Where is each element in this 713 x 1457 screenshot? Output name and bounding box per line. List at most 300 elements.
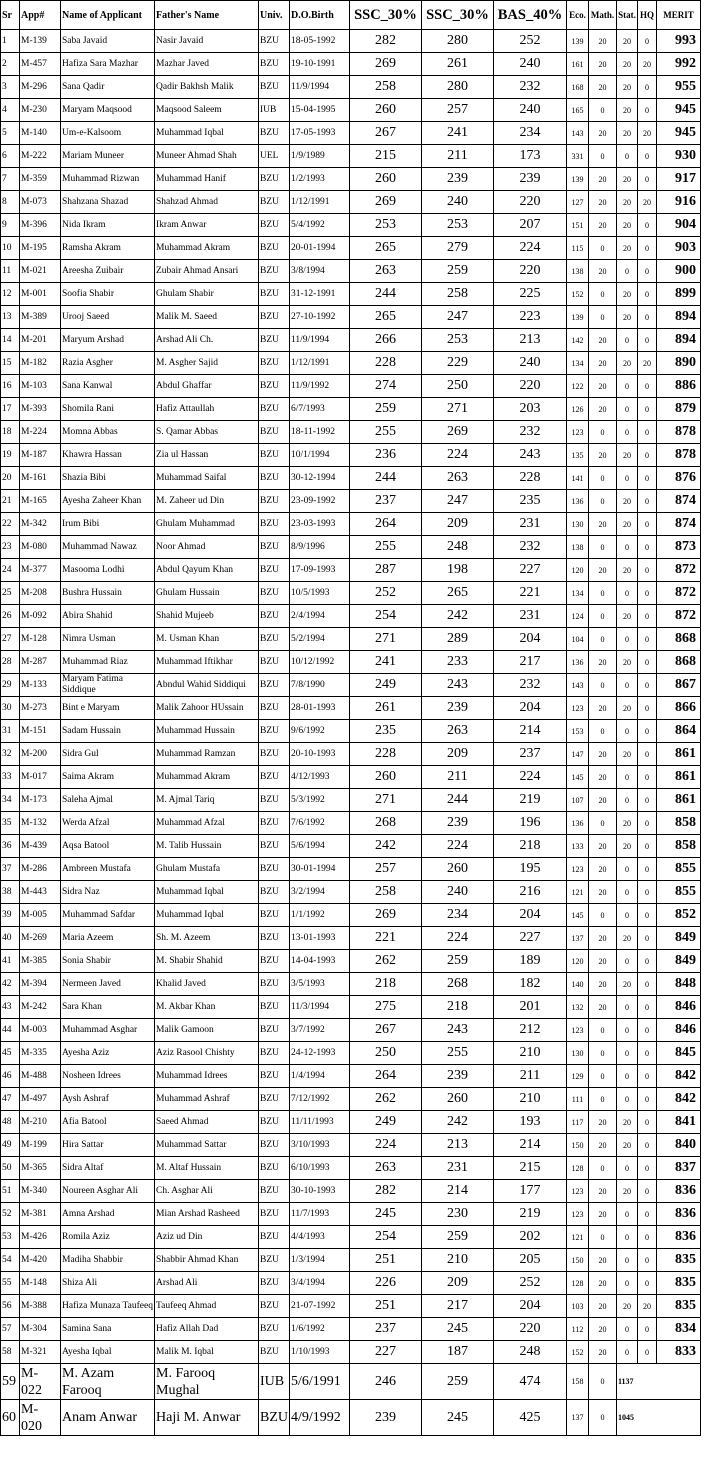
cell-merit: 874 (657, 513, 701, 536)
cell-bas: 189 (494, 950, 567, 973)
table-row (1, 53, 701, 76)
cell-merit: 846 (657, 996, 701, 1019)
cell-eco: 145 (567, 904, 589, 927)
cell-bas: 225 (494, 283, 567, 306)
cell-sr: 36 (1, 835, 20, 858)
cell-ssc1: 251 (350, 1249, 422, 1272)
cell-stat: 0 (617, 858, 638, 881)
cell-eco: 150 (567, 1249, 589, 1272)
cell-eco: 103 (567, 1295, 589, 1318)
cell-ssc2: 260 (422, 858, 494, 881)
cell-eco: 128 (567, 1272, 589, 1295)
cell-applicant-name: Masooma Lodhi (61, 559, 155, 582)
cell-merit: 867 (657, 674, 701, 697)
cell-bas: 214 (494, 1134, 567, 1157)
cell-merit: 858 (657, 812, 701, 835)
cell-sr: 49 (1, 1134, 20, 1157)
cell-sr: 11 (1, 260, 20, 283)
cell-sr: 14 (1, 329, 20, 352)
cell-dob: 6/10/1993 (290, 1157, 350, 1180)
cell-ssc1: 259 (350, 398, 422, 421)
cell-father-name: Muhammad Akram (155, 237, 259, 260)
cell-ssc1: 249 (350, 674, 422, 697)
cell-ssc2: 209 (422, 743, 494, 766)
cell-eco: 132 (567, 996, 589, 1019)
cell-hq: 0 (638, 858, 657, 881)
cell-sr: 51 (1, 1180, 20, 1203)
cell-stat: 0 (617, 145, 638, 168)
cell-father-name: Hafiz Allah Dad (155, 1318, 259, 1341)
cell-ssc2: 210 (422, 1249, 494, 1272)
cell-applicant-name: Maria Azeem (61, 927, 155, 950)
cell-ssc1: 218 (350, 973, 422, 996)
cell-univ: BZU (259, 904, 290, 927)
cell-hq: 0 (638, 1226, 657, 1249)
cell-univ: BZU (259, 1088, 290, 1111)
cell-univ: BZU (259, 858, 290, 881)
cell-sr: 22 (1, 513, 20, 536)
cell-eco: 134 (567, 582, 589, 605)
cell-eco: 112 (567, 1318, 589, 1341)
cell-app-no: M-224 (20, 421, 61, 444)
cell-dob: 5/2/1994 (290, 628, 350, 651)
cell-app-no: M-230 (20, 99, 61, 122)
col-eco-header: Eco. (567, 1, 589, 30)
cell-app-no: M-187 (20, 444, 61, 467)
table-row (1, 743, 701, 766)
cell-bas: 173 (494, 145, 567, 168)
cell-hq: 0 (638, 1111, 657, 1134)
cell-eco: 158 (567, 1364, 589, 1400)
cell-eco: 138 (567, 536, 589, 559)
cell-ssc2: 244 (422, 789, 494, 812)
cell-sr: 56 (1, 1295, 20, 1318)
cell-stat: 0 (617, 996, 638, 1019)
cell-app-no: M-210 (20, 1111, 61, 1134)
cell-ssc1: 262 (350, 1088, 422, 1111)
cell-eco: 130 (567, 513, 589, 536)
cell-univ: IUB (259, 1364, 290, 1400)
cell-univ: BZU (259, 927, 290, 950)
cell-univ: BZU (259, 398, 290, 421)
cell-bas: 219 (494, 789, 567, 812)
cell-dob: 31-12-1991 (290, 283, 350, 306)
cell-hq: 0 (638, 1318, 657, 1341)
cell-hq: 0 (638, 559, 657, 582)
cell-math: 20 (589, 1249, 617, 1272)
cell-hq: 0 (638, 605, 657, 628)
cell-father-name: Shabbir Ahmad Khan (155, 1249, 259, 1272)
cell-app-no: M-396 (20, 214, 61, 237)
cell-hq: 0 (638, 904, 657, 927)
cell-merit: 835 (657, 1249, 701, 1272)
cell-ssc1: 237 (350, 490, 422, 513)
cell-hq: 0 (638, 1019, 657, 1042)
cell-bas: 231 (494, 605, 567, 628)
cell-univ: BZU (259, 76, 290, 99)
cell-math: 0 (589, 467, 617, 490)
cell-stat: 20 (617, 306, 638, 329)
cell-hq: 0 (638, 1272, 657, 1295)
cell-merit: 861 (657, 766, 701, 789)
cell-ssc2: 260 (422, 1088, 494, 1111)
cell-univ: BZU (259, 973, 290, 996)
cell-univ: BZU (259, 605, 290, 628)
cell-father-name: Aziz ud Din (155, 1226, 259, 1249)
cell-eco: 152 (567, 283, 589, 306)
cell-merit: 872 (657, 582, 701, 605)
cell-app-no: M-457 (20, 53, 61, 76)
cell-math: 0 (589, 812, 617, 835)
cell-stat: 0 (617, 674, 638, 697)
cell-applicant-name: Ayesha Zaheer Khan (61, 490, 155, 513)
cell-applicant-name: Aysh Ashraf (61, 1088, 155, 1111)
cell-merit: 836 (657, 1203, 701, 1226)
cell-eco: 120 (567, 950, 589, 973)
cell-sr: 43 (1, 996, 20, 1019)
cell-dob: 1/3/1994 (290, 1249, 350, 1272)
cell-father-name: Muhammad Hussain (155, 720, 259, 743)
cell-hq: 0 (638, 76, 657, 99)
table-row (1, 1065, 701, 1088)
cell-sr: 16 (1, 375, 20, 398)
cell-merit: 858 (657, 835, 701, 858)
cell-applicant-name: Maryam Maqsood (61, 99, 155, 122)
cell-bas: 232 (494, 674, 567, 697)
cell-hq: 0 (638, 996, 657, 1019)
cell-ssc1: 244 (350, 283, 422, 306)
cell-father-name: Abndul Wahid Siddiqui (155, 674, 259, 697)
cell-ssc2: 268 (422, 973, 494, 996)
cell-hq: 0 (638, 927, 657, 950)
cell-math: 20 (589, 513, 617, 536)
cell-stat: 20 (617, 605, 638, 628)
cell-sr: 44 (1, 1019, 20, 1042)
cell-merit: 878 (657, 421, 701, 444)
cell-applicant-name: Shomila Rani (61, 398, 155, 421)
cell-ssc1: 274 (350, 375, 422, 398)
cell-applicant-name: Shazia Bibi (61, 467, 155, 490)
cell-dob: 3/4/1994 (290, 1272, 350, 1295)
cell-father-name: Saeed Ahmad (155, 1111, 259, 1134)
cell-math: 20 (589, 881, 617, 904)
cell-app-no: M-304 (20, 1318, 61, 1341)
cell-ssc2: 234 (422, 904, 494, 927)
table-row (1, 490, 701, 513)
cell-stat: 20 (617, 559, 638, 582)
table-row (1, 329, 701, 352)
cell-math: 0 (589, 1088, 617, 1111)
table-row (1, 237, 701, 260)
cell-math: 20 (589, 789, 617, 812)
cell-dob: 10/12/1992 (290, 651, 350, 674)
table-row (1, 858, 701, 881)
cell-merit: 890 (657, 352, 701, 375)
cell-math: 20 (589, 973, 617, 996)
cell-father-name: Malik M. Saeed (155, 306, 259, 329)
cell-sr: 33 (1, 766, 20, 789)
cell-total: 1137 (617, 1364, 701, 1400)
cell-sr: 60 (1, 1400, 20, 1436)
cell-father-name: Muhammad Hanif (155, 168, 259, 191)
cell-applicant-name: Amna Arshad (61, 1203, 155, 1226)
cell-father-name: Nasir Javaid (155, 30, 259, 53)
cell-merit: 879 (657, 398, 701, 421)
cell-eco: 136 (567, 812, 589, 835)
cell-hq: 0 (638, 513, 657, 536)
table-row (1, 421, 701, 444)
cell-stat: 0 (617, 536, 638, 559)
cell-ssc2: 243 (422, 674, 494, 697)
cell-stat: 20 (617, 283, 638, 306)
cell-father-name: Noor Ahmad (155, 536, 259, 559)
cell-merit: 992 (657, 53, 701, 76)
cell-sr: 25 (1, 582, 20, 605)
cell-hq: 0 (638, 720, 657, 743)
cell-hq: 0 (638, 467, 657, 490)
cell-dob: 10/5/1993 (290, 582, 350, 605)
cell-app-no: M-296 (20, 76, 61, 99)
table-row (1, 582, 701, 605)
table-row (1, 122, 701, 145)
cell-sr: 50 (1, 1157, 20, 1180)
cell-bas: 240 (494, 99, 567, 122)
cell-ssc2: 248 (422, 536, 494, 559)
col-sr-header: Sr (1, 1, 20, 30)
cell-hq: 0 (638, 398, 657, 421)
cell-father-name: Shahid Mujeeb (155, 605, 259, 628)
cell-applicant-name: Sana Kanwal (61, 375, 155, 398)
cell-stat: 0 (617, 1249, 638, 1272)
cell-math: 20 (589, 191, 617, 214)
cell-app-no: M-439 (20, 835, 61, 858)
table-row (1, 168, 701, 191)
cell-bas: 228 (494, 467, 567, 490)
cell-ssc2: 240 (422, 881, 494, 904)
cell-bas: 224 (494, 237, 567, 260)
cell-eco: 104 (567, 628, 589, 651)
cell-univ: BZU (259, 1111, 290, 1134)
cell-eco: 122 (567, 375, 589, 398)
cell-father-name: Muhammad Iqbal (155, 881, 259, 904)
cell-app-no: M-420 (20, 1249, 61, 1272)
table-row (1, 674, 701, 697)
cell-stat: 0 (617, 1203, 638, 1226)
cell-ssc2: 224 (422, 927, 494, 950)
cell-hq: 0 (638, 329, 657, 352)
cell-math: 0 (589, 605, 617, 628)
cell-stat: 20 (617, 1111, 638, 1134)
cell-stat: 20 (617, 1295, 638, 1318)
cell-app-no: M-269 (20, 927, 61, 950)
cell-father-name: Ghulam Muhammad (155, 513, 259, 536)
cell-bas: 232 (494, 536, 567, 559)
cell-ssc2: 230 (422, 1203, 494, 1226)
table-row (1, 76, 701, 99)
cell-eco: 123 (567, 858, 589, 881)
cell-univ: BZU (259, 237, 290, 260)
table-row (1, 605, 701, 628)
cell-bas: 220 (494, 375, 567, 398)
cell-applicant-name: Ramsha Akram (61, 237, 155, 260)
cell-ssc2: 198 (422, 559, 494, 582)
cell-applicant-name: Sidra Altaf (61, 1157, 155, 1180)
cell-ssc1: 246 (350, 1364, 422, 1400)
cell-merit: 855 (657, 858, 701, 881)
cell-app-no: M-321 (20, 1341, 61, 1364)
cell-hq: 0 (638, 651, 657, 674)
table-row (1, 1272, 701, 1295)
cell-app-no: M-426 (20, 1226, 61, 1249)
cell-stat: 20 (617, 513, 638, 536)
cell-sr: 37 (1, 858, 20, 881)
cell-dob: 24-12-1993 (290, 1042, 350, 1065)
cell-ssc2: 263 (422, 720, 494, 743)
cell-dob: 3/10/1993 (290, 1134, 350, 1157)
cell-ssc2: 239 (422, 812, 494, 835)
cell-app-no: M-003 (20, 1019, 61, 1042)
cell-stat: 20 (617, 697, 638, 720)
cell-univ: BZU (259, 1134, 290, 1157)
cell-eco: 121 (567, 1226, 589, 1249)
cell-bas: 248 (494, 1341, 567, 1364)
cell-father-name: Qadir Bakhsh Malik (155, 76, 259, 99)
cell-dob: 11/11/1993 (290, 1111, 350, 1134)
cell-ssc1: 228 (350, 352, 422, 375)
cell-merit: 872 (657, 559, 701, 582)
cell-bas: 221 (494, 582, 567, 605)
cell-bas: 201 (494, 996, 567, 1019)
cell-univ: BZU (259, 168, 290, 191)
cell-ssc1: 258 (350, 76, 422, 99)
cell-sr: 48 (1, 1111, 20, 1134)
cell-hq: 0 (638, 145, 657, 168)
cell-father-name: S. Qamar Abbas (155, 421, 259, 444)
table-row (1, 513, 701, 536)
cell-total: 1045 (617, 1400, 701, 1436)
cell-eco: 133 (567, 835, 589, 858)
cell-dob: 1/9/1989 (290, 145, 350, 168)
cell-ssc1: 271 (350, 789, 422, 812)
cell-hq: 0 (638, 490, 657, 513)
cell-ssc1: 275 (350, 996, 422, 1019)
cell-merit: 899 (657, 283, 701, 306)
cell-app-no: M-017 (20, 766, 61, 789)
cell-hq: 20 (638, 352, 657, 375)
cell-applicant-name: Muhammad Riaz (61, 651, 155, 674)
cell-merit: 894 (657, 306, 701, 329)
cell-applicant-name: Shiza Ali (61, 1272, 155, 1295)
cell-father-name: Malik Zahoor HUssain (155, 697, 259, 720)
cell-applicant-name: Muhammad Nawaz (61, 536, 155, 559)
cell-father-name: Zia ul Hassan (155, 444, 259, 467)
cell-father-name: Mazhar Javed (155, 53, 259, 76)
cell-bas: 220 (494, 260, 567, 283)
table-row (1, 536, 701, 559)
cell-ssc1: 267 (350, 122, 422, 145)
cell-father-name: M. Talib Hussain (155, 835, 259, 858)
cell-applicant-name: Saba Javaid (61, 30, 155, 53)
cell-eco: 161 (567, 53, 589, 76)
cell-math: 0 (589, 536, 617, 559)
cell-dob: 30-10-1993 (290, 1180, 350, 1203)
cell-ssc2: 229 (422, 352, 494, 375)
cell-sr: 58 (1, 1341, 20, 1364)
table-row (1, 651, 701, 674)
cell-bas: 217 (494, 651, 567, 674)
cell-father-name: M. Farooq Mughal (155, 1364, 259, 1400)
cell-eco: 111 (567, 1088, 589, 1111)
cell-dob: 27-10-1992 (290, 306, 350, 329)
cell-applicant-name: Nimra Usman (61, 628, 155, 651)
cell-ssc1: 215 (350, 145, 422, 168)
cell-applicant-name: Areesha Zuibair (61, 260, 155, 283)
cell-eco: 117 (567, 1111, 589, 1134)
cell-math: 20 (589, 352, 617, 375)
cell-father-name: Ghulam Shabir (155, 283, 259, 306)
cell-app-no: M-133 (20, 674, 61, 697)
cell-bas: 232 (494, 421, 567, 444)
cell-math: 0 (589, 283, 617, 306)
cell-ssc1: 250 (350, 1042, 422, 1065)
cell-ssc1: 255 (350, 421, 422, 444)
cell-math: 0 (589, 490, 617, 513)
cell-dob: 1/12/1991 (290, 352, 350, 375)
cell-father-name: M. Zaheer ud Din (155, 490, 259, 513)
cell-father-name: Malik M. Iqbal (155, 1341, 259, 1364)
cell-ssc2: 279 (422, 237, 494, 260)
cell-applicant-name: Sara Khan (61, 996, 155, 1019)
cell-ssc2: 261 (422, 53, 494, 76)
cell-univ: BZU (259, 329, 290, 352)
cell-bas: 204 (494, 904, 567, 927)
cell-stat: 0 (617, 1226, 638, 1249)
cell-univ: BZU (259, 1203, 290, 1226)
cell-math: 0 (589, 1019, 617, 1042)
cell-eco: 151 (567, 214, 589, 237)
cell-univ: BZU (259, 1341, 290, 1364)
cell-dob: 11/9/1992 (290, 375, 350, 398)
col-app-header: App# (20, 1, 61, 30)
cell-sr: 23 (1, 536, 20, 559)
cell-hq: 0 (638, 30, 657, 53)
cell-bas: 210 (494, 1088, 567, 1111)
cell-eco: 126 (567, 398, 589, 421)
table-row (1, 812, 701, 835)
cell-father-name: M. Usman Khan (155, 628, 259, 651)
cell-father-name: Malik Gamoon (155, 1019, 259, 1042)
cell-univ: BZU (259, 1226, 290, 1249)
cell-merit: 904 (657, 214, 701, 237)
cell-ssc2: 259 (422, 950, 494, 973)
cell-dob: 4/9/1992 (290, 1400, 350, 1436)
cell-math: 0 (589, 1065, 617, 1088)
cell-app-no: M-103 (20, 375, 61, 398)
cell-father-name: Zubair Ahmad Ansari (155, 260, 259, 283)
cell-merit: 945 (657, 99, 701, 122)
cell-univ: BZU (259, 260, 290, 283)
cell-dob: 2/4/1994 (290, 605, 350, 628)
cell-stat: 0 (617, 1065, 638, 1088)
cell-stat: 0 (617, 628, 638, 651)
cell-univ: BZU (259, 1272, 290, 1295)
cell-applicant-name: Khawra Hassan (61, 444, 155, 467)
cell-sr: 10 (1, 237, 20, 260)
cell-math: 20 (589, 559, 617, 582)
cell-app-no: M-488 (20, 1065, 61, 1088)
cell-dob: 4/4/1993 (290, 1226, 350, 1249)
table-row (1, 1019, 701, 1042)
